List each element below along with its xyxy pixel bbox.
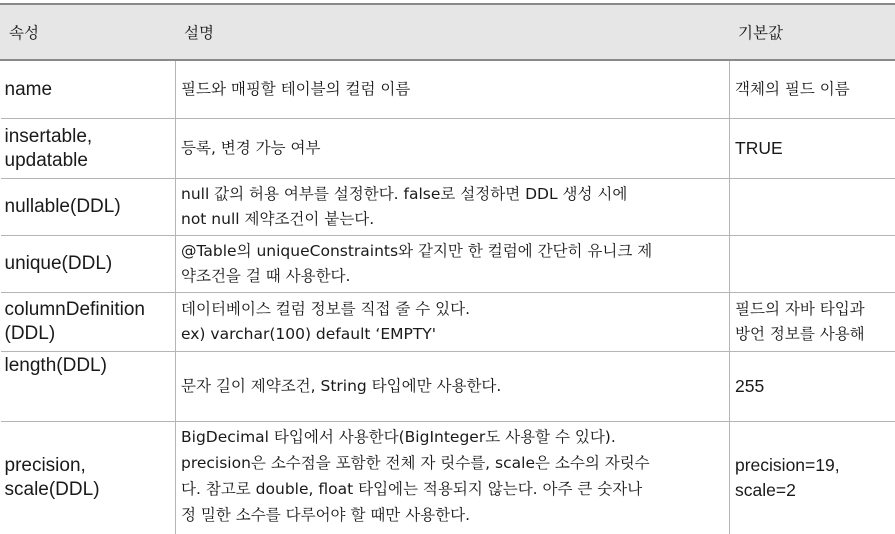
description-cell: null 값의 허용 여부를 설정한다. false로 설정하면 DDL 생성 시에 not null 제약조건이 붙는다. <box>176 179 730 236</box>
default-cell <box>730 236 895 293</box>
attribute-cell: nullable(DDL) <box>1 179 176 236</box>
description-cell: 등록, 변경 가능 여부 <box>176 119 730 179</box>
attribute-cell: precision, scale(DDL) <box>1 422 176 534</box>
description-cell: @Table의 uniqueConstraints와 같지만 한 컬럼에 간단히 유니크 제 약조건을 걸 때 사용한다. <box>176 236 730 293</box>
default-cell: 객체의 필드 이름 <box>730 60 895 119</box>
description-cell: 데이터베이스 컬럼 정보를 직접 줄 수 있다. ex) varchar(100) default ‘EMPTY' <box>176 293 730 352</box>
description-cell: BigDecimal 타입에서 사용한다(BigInteger도 사용할 수 있다). precision은 소수점을 포함한 전체 자 릿수를, scale은 소수의 자릿수 다. 참고로 double, float 타입에는 적용되지 않는다. 아주 큰 숫자나 정 밀한 소수를 다루어야 할 때만 사용한다. <box>176 422 730 534</box>
description-cell: 문자 길이 제약조건, String 타입에만 사용한다. <box>176 352 730 422</box>
table-row <box>1 352 895 422</box>
default-cell: precision=19, scale=2 <box>730 422 895 534</box>
table-header-row <box>1 4 895 60</box>
default-cell: TRUE <box>730 119 895 179</box>
attribute-cell: name <box>1 60 176 119</box>
description-cell: 필드와 매핑할 테이블의 컬럼 이름 <box>176 60 730 119</box>
default-cell: 255 <box>730 352 895 422</box>
header-attribute: 속성 <box>1 4 176 60</box>
table-row <box>1 236 895 293</box>
table-row <box>1 422 895 534</box>
attribute-cell: columnDefinition (DDL) <box>1 293 176 352</box>
attribute-cell: insertable, updatable <box>1 119 176 179</box>
attribute-cell: length(DDL) <box>1 352 176 422</box>
column-attributes-table <box>0 3 895 534</box>
table-row <box>1 60 895 119</box>
table-row <box>1 179 895 236</box>
default-cell <box>730 179 895 236</box>
header-description: 설명 <box>176 4 730 60</box>
attribute-cell: unique(DDL) <box>1 236 176 293</box>
default-cell: 필드의 자바 타입과 방언 정보를 사용해 <box>730 293 895 352</box>
table-row <box>1 293 895 352</box>
header-default-value: 기본값 <box>730 4 895 60</box>
table-row <box>1 119 895 179</box>
